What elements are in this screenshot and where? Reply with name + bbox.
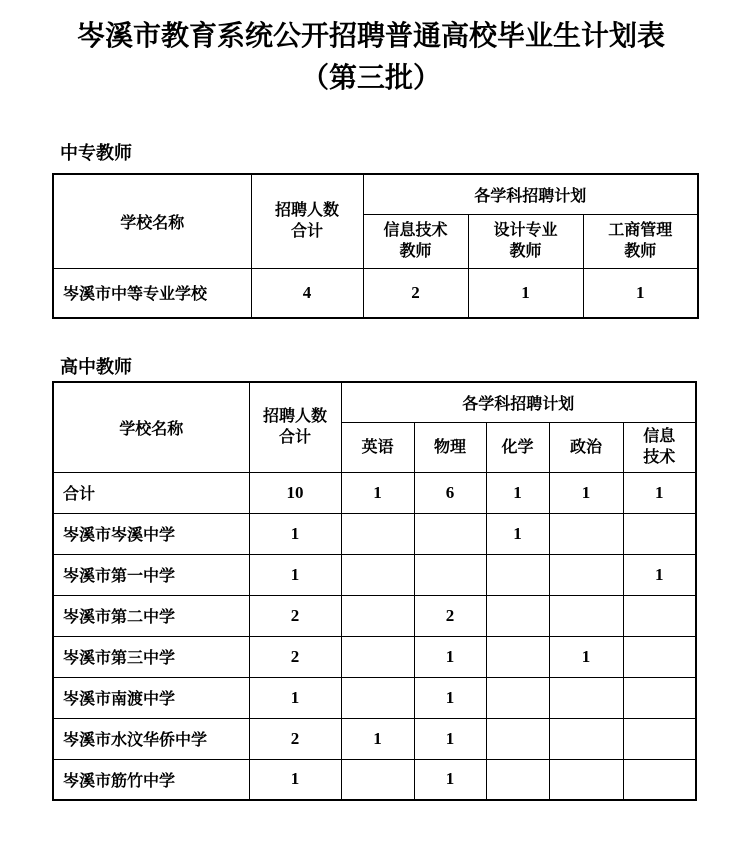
- table-row: [53, 268, 698, 318]
- value-cell: 1: [623, 554, 696, 595]
- header-subject-plan-group: 各学科招聘计划: [341, 382, 696, 422]
- value-cell: [341, 636, 414, 677]
- value-cell: 1: [414, 636, 486, 677]
- school-name-cell: 合计: [53, 472, 249, 513]
- value-cell: [414, 513, 486, 554]
- value-cell: 1: [414, 718, 486, 759]
- school-name-cell: 岑溪市第三中学: [53, 636, 249, 677]
- section-label-highschool-teachers: 高中教师: [60, 357, 132, 377]
- value-cell: [341, 595, 414, 636]
- header-recruit-total: [251, 174, 363, 268]
- header-subject-line: 英语: [361, 438, 394, 456]
- value-cell: [549, 554, 623, 595]
- value-cell: [486, 718, 549, 759]
- value-cell: [486, 595, 549, 636]
- total-cell: 4: [251, 268, 363, 318]
- value-cell: [341, 677, 414, 718]
- page-title: [0, 16, 742, 100]
- school-name-cell: 岑溪市第二中学: [53, 595, 249, 636]
- total-cell: 1: [249, 513, 341, 554]
- value-cell: [549, 513, 623, 554]
- value-cell: [486, 677, 549, 718]
- table-row: [53, 472, 696, 513]
- value-cell: 6: [414, 472, 486, 513]
- value-cell: 1: [341, 718, 414, 759]
- header-subject: [468, 214, 583, 268]
- value-cell: 1: [341, 472, 414, 513]
- header-subject-line: 信息: [643, 428, 676, 445]
- value-cell: 1: [623, 472, 696, 513]
- value-cell: 2: [363, 268, 468, 318]
- header-recruit-total-line-1: 招聘人数: [274, 202, 339, 220]
- value-cell: [486, 759, 549, 800]
- value-cell: [341, 554, 414, 595]
- header-subject: [363, 214, 468, 268]
- table-vocational-teachers: [52, 173, 699, 319]
- value-cell: 1: [468, 268, 583, 318]
- document-page: [0, 16, 742, 850]
- value-cell: 1: [486, 472, 549, 513]
- value-cell: [623, 513, 696, 554]
- value-cell: 2: [414, 595, 486, 636]
- table-row: [53, 759, 696, 800]
- total-cell: 2: [249, 718, 341, 759]
- header-subject-line: 工商管理: [608, 222, 673, 239]
- table-row: [53, 595, 696, 636]
- school-name-cell: 岑溪市中等专业学校: [53, 268, 251, 318]
- header-subject-line: 化学: [501, 438, 534, 456]
- header-subject-line: 教师: [624, 243, 657, 260]
- page-title-line-2: （第三批）: [300, 63, 441, 94]
- header-subject: [486, 422, 549, 472]
- header-subject-line: 设计专业: [493, 222, 558, 239]
- value-cell: [486, 636, 549, 677]
- header-school-name: 学校名称: [53, 382, 249, 472]
- header-subject-line: 政治: [569, 438, 602, 456]
- value-cell: [549, 718, 623, 759]
- header-subject: [549, 422, 623, 472]
- header-subject-line: 物理: [433, 438, 466, 456]
- header-subject: [583, 214, 698, 268]
- school-name-cell: 岑溪市第一中学: [53, 554, 249, 595]
- section-label-vocational-teachers: 中专教师: [60, 143, 132, 163]
- school-name-cell: 岑溪市岑溪中学: [53, 513, 249, 554]
- value-cell: [341, 759, 414, 800]
- school-name-cell: 岑溪市筋竹中学: [53, 759, 249, 800]
- header-subject-line: 教师: [399, 243, 432, 260]
- header-subject-plan-group: 各学科招聘计划: [363, 174, 698, 214]
- value-cell: [623, 636, 696, 677]
- value-cell: 1: [583, 268, 698, 318]
- value-cell: [623, 718, 696, 759]
- table-row: [53, 636, 696, 677]
- header-subject-line: 技术: [643, 449, 676, 466]
- value-cell: 1: [486, 513, 549, 554]
- total-cell: 1: [249, 677, 341, 718]
- table-row: [53, 718, 696, 759]
- value-cell: [486, 554, 549, 595]
- value-cell: [549, 677, 623, 718]
- header-school-name: 学校名称: [53, 174, 251, 268]
- header-recruit-total-line-2: 合计: [278, 429, 311, 447]
- total-cell: 1: [249, 554, 341, 595]
- header-subject-line: 教师: [509, 243, 542, 260]
- total-cell: 2: [249, 636, 341, 677]
- header-subject: [341, 422, 414, 472]
- page-title-line-1: 岑溪市教育系统公开招聘普通高校毕业生计划表: [76, 21, 665, 52]
- table-row: [53, 513, 696, 554]
- value-cell: 1: [414, 677, 486, 718]
- school-name-cell: 岑溪市水汶华侨中学: [53, 718, 249, 759]
- header-recruit-total-line-2: 合计: [290, 223, 323, 241]
- header-subject: [414, 422, 486, 472]
- table-row: [53, 677, 696, 718]
- value-cell: [549, 759, 623, 800]
- value-cell: [623, 759, 696, 800]
- value-cell: [341, 513, 414, 554]
- value-cell: [414, 554, 486, 595]
- school-name-cell: 岑溪市南渡中学: [53, 677, 249, 718]
- value-cell: 1: [549, 472, 623, 513]
- header-recruit-total: [249, 382, 341, 472]
- value-cell: 1: [414, 759, 486, 800]
- value-cell: [623, 595, 696, 636]
- table-row: [53, 554, 696, 595]
- value-cell: 1: [549, 636, 623, 677]
- value-cell: [623, 677, 696, 718]
- table-highschool-teachers: [52, 381, 697, 801]
- total-cell: 2: [249, 595, 341, 636]
- total-cell: 1: [249, 759, 341, 800]
- value-cell: [549, 595, 623, 636]
- header-recruit-total-line-1: 招聘人数: [262, 408, 327, 426]
- total-cell: 10: [249, 472, 341, 513]
- header-subject-line: 信息技术: [383, 222, 448, 239]
- header-subject: [623, 422, 696, 472]
